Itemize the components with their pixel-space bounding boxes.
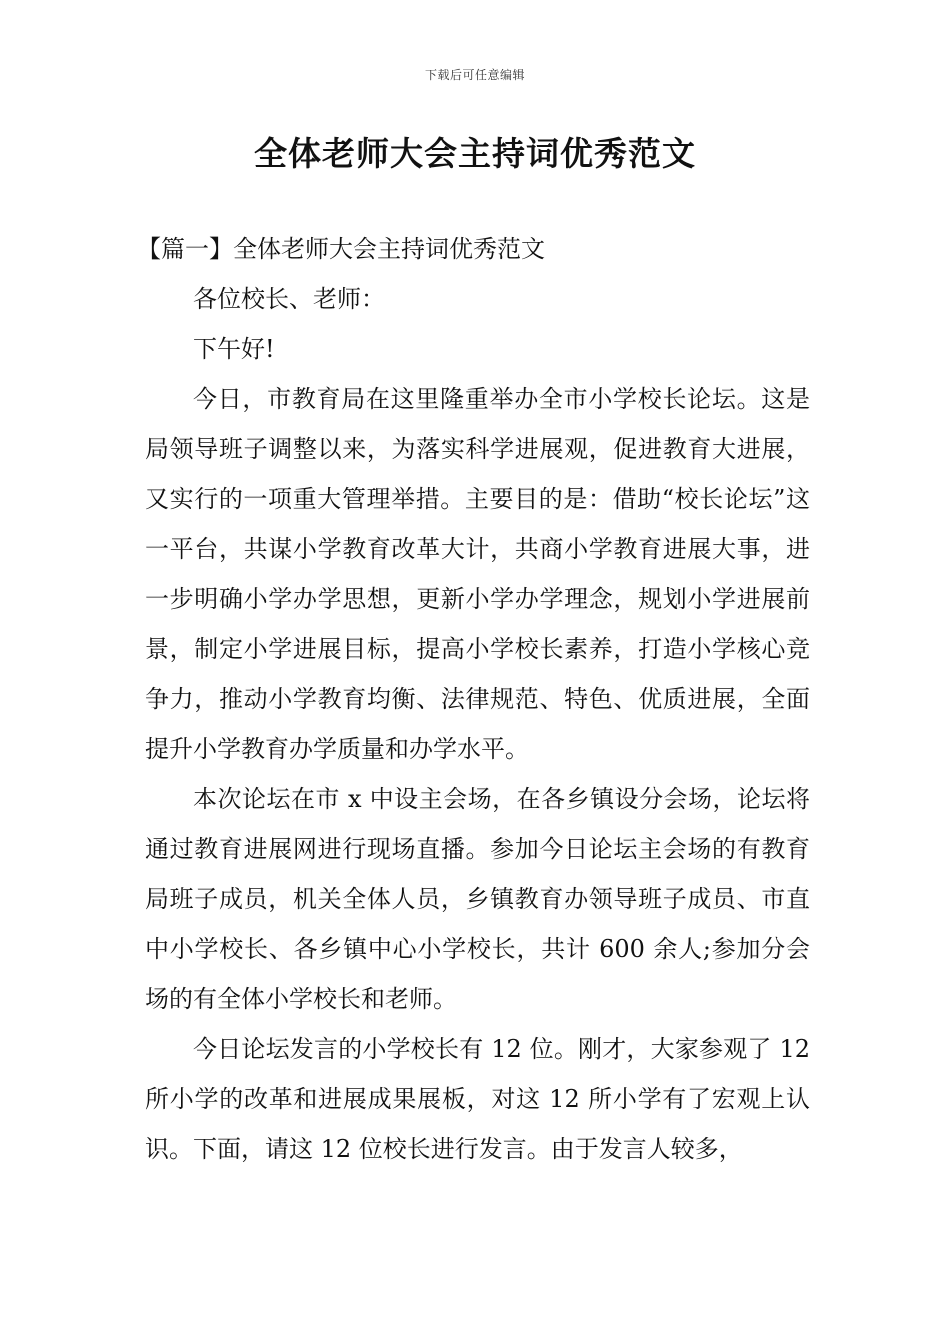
- body-paragraph-2: 本次论坛在市 x 中设主会场，在各乡镇设分会场，论坛将通过教育进展网进行现场直播。参加今日论坛主会场的有教育局班子成员，机关全体人员，乡镇教育办领导班子成员、市直中小学校长、各乡镇中心小学校长，共计 600 余人;参加分会场的有全体小学校长和老师。: [145, 785, 810, 1013]
- body-paragraph-3: 今日论坛发言的小学校长有 12 位。刚才，大家参观了 12 所小学的改革和进展成果展板，对这 12 所小学有了宏观上认识。下面，请这 12 位校长进行发言。由于发言人较多，: [145, 1035, 810, 1163]
- salutation: 各位校长、老师：: [193, 285, 385, 313]
- body-paragraph-1: 今日，市教育局在这里隆重举办全市小学校长论坛。这是局领导班子调整以来，为落实科学进展观，促进教育大进展，又实行的一项重大管理举措。主要目的是：借助“校长论坛”这一平台，共谋小学教育改革大计，共商小学教育进展大事，进一步明确小学办学思想，更新小学办学理念，规划小学进展前景，制定小学进展目标，提高小学校长素养，打造小学核心竞争力，推动小学教育均衡、法律规范、特色、优质进展，全面提升小学教育办学质量和办学水平。: [145, 385, 810, 763]
- greeting: 下午好!: [193, 335, 275, 363]
- document-body: [137, 224, 810, 1174]
- header-note: 下载后可任意编辑: [424, 68, 525, 82]
- document-title: 全体老师大会主持词优秀范文: [254, 134, 696, 173]
- section-heading: 【篇一】全体老师大会主持词优秀范文: [137, 235, 545, 263]
